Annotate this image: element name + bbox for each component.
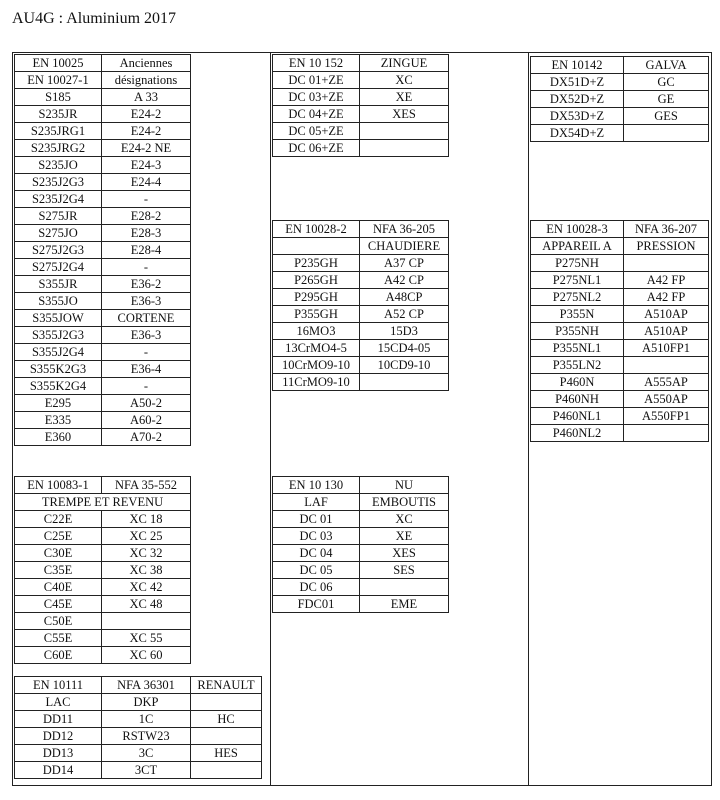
- table-row: [273, 562, 449, 579]
- table-row: [531, 425, 709, 442]
- table-row: [531, 125, 709, 142]
- table-cell: P275NH: [531, 255, 624, 272]
- table-cell: A48CP: [360, 289, 449, 306]
- table-cell: DD13: [15, 745, 102, 762]
- table-cell: -: [102, 378, 191, 395]
- table-cell: E360: [15, 429, 102, 446]
- table-cell: C35E: [15, 562, 102, 579]
- table-row: [531, 255, 709, 272]
- table-cell: A50-2: [102, 395, 191, 412]
- table-cell: P275NL2: [531, 289, 624, 306]
- table-row: [273, 221, 449, 238]
- table-row: [15, 511, 191, 528]
- table-row: [273, 494, 449, 511]
- table-row: [273, 340, 449, 357]
- table-cell: S235J2G4: [15, 191, 102, 208]
- table-cell: S235JRG2: [15, 140, 102, 157]
- table-row: [15, 630, 191, 647]
- table-cell: A70-2: [102, 429, 191, 446]
- table-row: [15, 259, 191, 276]
- table-cell: A510AP: [624, 306, 709, 323]
- column-divider: [528, 52, 529, 786]
- table-cell: DC 05+ZE: [273, 123, 360, 140]
- table-row: [15, 276, 191, 293]
- subheader-row: [15, 494, 191, 511]
- table-cell: SES: [360, 562, 449, 579]
- table-cell: S355K2G4: [15, 378, 102, 395]
- table-row: [15, 140, 191, 157]
- table-en10130: [272, 476, 449, 613]
- table-row: [15, 711, 262, 728]
- table-cell: EN 10142: [531, 57, 624, 74]
- table-cell: ZINGUE: [360, 55, 449, 72]
- table-row: [273, 289, 449, 306]
- table-row: [15, 647, 191, 664]
- table-cell: EME: [360, 596, 449, 613]
- table-row: [15, 677, 262, 694]
- table-cell: EN 10111: [15, 677, 102, 694]
- table-cell: DC 03+ZE: [273, 89, 360, 106]
- table-cell: S355JOW: [15, 310, 102, 327]
- table-cell: DD11: [15, 711, 102, 728]
- table-cell: E335: [15, 412, 102, 429]
- table-cell: Anciennes: [102, 55, 191, 72]
- table-cell: S235JRG1: [15, 123, 102, 140]
- table-cell: P355GH: [273, 306, 360, 323]
- table-en10083: [14, 476, 191, 664]
- table-row: [15, 106, 191, 123]
- table-row: [15, 310, 191, 327]
- table-row: [273, 238, 449, 255]
- table-cell: NU: [360, 477, 449, 494]
- table-row: [531, 357, 709, 374]
- table-cell: 10CD9-10: [360, 357, 449, 374]
- table-cell: A510AP: [624, 323, 709, 340]
- table-row: [273, 323, 449, 340]
- table-row: [273, 357, 449, 374]
- table-row: [273, 123, 449, 140]
- table-row: [531, 238, 709, 255]
- table-row: [15, 378, 191, 395]
- table-row: [273, 140, 449, 157]
- table-cell: XE: [360, 89, 449, 106]
- table-row: [15, 613, 191, 630]
- table-cell: NFA 36-207: [624, 221, 709, 238]
- table-cell: LAC: [15, 694, 102, 711]
- table-cell: EN 10 130: [273, 477, 360, 494]
- table-cell: [624, 425, 709, 442]
- table-cell: S185: [15, 89, 102, 106]
- table-cell: P460NH: [531, 391, 624, 408]
- table-row: [15, 89, 191, 106]
- table-cell: S355JR: [15, 276, 102, 293]
- table-cell: S275J2G4: [15, 259, 102, 276]
- table-cell: 3CT: [102, 762, 191, 779]
- table-cell: 10CrMO9-10: [273, 357, 360, 374]
- table-cell: GC: [624, 74, 709, 91]
- table-row: [15, 429, 191, 446]
- table-row: [531, 374, 709, 391]
- table-cell: E28-3: [102, 225, 191, 242]
- table-cell: A60-2: [102, 412, 191, 429]
- table-cell: C55E: [15, 630, 102, 647]
- table-cell: DD14: [15, 762, 102, 779]
- table-row: [531, 289, 709, 306]
- table-row: [273, 55, 449, 72]
- table-row: [531, 221, 709, 238]
- table-cell: S275J2G3: [15, 242, 102, 259]
- table-cell: RENAULT: [191, 677, 262, 694]
- table-cell: [360, 123, 449, 140]
- table-cell: E24-2 NE: [102, 140, 191, 157]
- table-cell: XC 25: [102, 528, 191, 545]
- table-cell: E36-2: [102, 276, 191, 293]
- table-cell: HC: [191, 711, 262, 728]
- table-cell: EN 10025: [15, 55, 102, 72]
- table-cell: E24-4: [102, 174, 191, 191]
- table-row: [15, 361, 191, 378]
- table-row: [15, 745, 262, 762]
- table-row: [15, 528, 191, 545]
- table-cell: 1C: [102, 711, 191, 728]
- table-cell: P355NL1: [531, 340, 624, 357]
- table-row: [15, 191, 191, 208]
- table-cell: E24-3: [102, 157, 191, 174]
- table-cell: [191, 762, 262, 779]
- table-cell: NFA 36-205: [360, 221, 449, 238]
- subheader-cell: TREMPE ET REVENU: [15, 494, 191, 511]
- table-cell: -: [102, 191, 191, 208]
- table-row: [15, 728, 262, 745]
- table-cell: E36-4: [102, 361, 191, 378]
- table-row: [531, 74, 709, 91]
- table-cell: P235GH: [273, 255, 360, 272]
- table-cell: DX54D+Z: [531, 125, 624, 142]
- table-cell: DC 06: [273, 579, 360, 596]
- table-cell: HES: [191, 745, 262, 762]
- table-cell: C22E: [15, 511, 102, 528]
- table-cell: A510FP1: [624, 340, 709, 357]
- table-row: [531, 57, 709, 74]
- table-cell: 15D3: [360, 323, 449, 340]
- table-cell: S355J2G4: [15, 344, 102, 361]
- table-row: [273, 596, 449, 613]
- header-row: [15, 477, 191, 494]
- header-cell: NFA 35-552: [102, 477, 191, 494]
- table-cell: S235JR: [15, 106, 102, 123]
- table-cell: 15CD4-05: [360, 340, 449, 357]
- table-row: [15, 344, 191, 361]
- table-cell: [624, 357, 709, 374]
- table-cell: C40E: [15, 579, 102, 596]
- table-cell: CORTENE: [102, 310, 191, 327]
- table-cell: DC 04: [273, 545, 360, 562]
- table-cell: -: [102, 259, 191, 276]
- table-cell: S275JO: [15, 225, 102, 242]
- table-cell: E295: [15, 395, 102, 412]
- table-row: [273, 528, 449, 545]
- table-row: [15, 762, 262, 779]
- table-cell: A550FP1: [624, 408, 709, 425]
- table-row: [15, 327, 191, 344]
- table-cell: P460NL1: [531, 408, 624, 425]
- table-row: [15, 225, 191, 242]
- table-cell: C30E: [15, 545, 102, 562]
- table-cell: S275JR: [15, 208, 102, 225]
- table-cell: [624, 255, 709, 272]
- table-row: [15, 596, 191, 613]
- table-cell: DX51D+Z: [531, 74, 624, 91]
- table-cell: EN 10 152: [273, 55, 360, 72]
- table-cell: DD12: [15, 728, 102, 745]
- table-cell: GALVA: [624, 57, 709, 74]
- table-cell: CHAUDIERE: [360, 238, 449, 255]
- table-cell: DKP: [102, 694, 191, 711]
- table-cell: XE: [360, 528, 449, 545]
- table-row: [273, 272, 449, 289]
- table-cell: DC 01: [273, 511, 360, 528]
- table-cell: P460NL2: [531, 425, 624, 442]
- table-cell: E36-3: [102, 327, 191, 344]
- table-row: [15, 562, 191, 579]
- table-cell: GES: [624, 108, 709, 125]
- table-cell: DC 03: [273, 528, 360, 545]
- table-row: [15, 694, 262, 711]
- table-row: [273, 579, 449, 596]
- table-cell: A42 CP: [360, 272, 449, 289]
- table-cell: C50E: [15, 613, 102, 630]
- table-cell: XC 42: [102, 579, 191, 596]
- table-cell: [624, 125, 709, 142]
- table-row: [531, 306, 709, 323]
- table-cell: XC 48: [102, 596, 191, 613]
- table-en10142: [530, 56, 709, 142]
- table-row: [15, 395, 191, 412]
- table-cell: XES: [360, 545, 449, 562]
- table-cell: 16MO3: [273, 323, 360, 340]
- table-cell: XES: [360, 106, 449, 123]
- table-cell: S355K2G3: [15, 361, 102, 378]
- table-cell: RSTW23: [102, 728, 191, 745]
- table-en10152: [272, 54, 449, 157]
- table-cell: P355NH: [531, 323, 624, 340]
- table-cell: E36-3: [102, 293, 191, 310]
- header-cell: EN 10083-1: [15, 477, 102, 494]
- table-cell: XC 38: [102, 562, 191, 579]
- table-cell: A550AP: [624, 391, 709, 408]
- table-row: [531, 323, 709, 340]
- table-row: [273, 545, 449, 562]
- table-cell: désignations: [102, 72, 191, 89]
- table-cell: XC: [360, 72, 449, 89]
- table-en10111: [14, 676, 262, 779]
- column-divider: [270, 52, 271, 786]
- table-cell: XC 60: [102, 647, 191, 664]
- table-en10028-3: [530, 220, 709, 442]
- table-cell: A42 FP: [624, 272, 709, 289]
- table-row: [273, 255, 449, 272]
- table-cell: P295GH: [273, 289, 360, 306]
- table-row: [273, 106, 449, 123]
- table-row: [531, 340, 709, 357]
- table-cell: A37 CP: [360, 255, 449, 272]
- table-row: [531, 391, 709, 408]
- table-cell: XC 55: [102, 630, 191, 647]
- table-row: [15, 157, 191, 174]
- table-cell: XC 18: [102, 511, 191, 528]
- table-cell: 13CrMO4-5: [273, 340, 360, 357]
- table-cell: [360, 374, 449, 391]
- table-cell: 3C: [102, 745, 191, 762]
- table-cell: DC 05: [273, 562, 360, 579]
- table-cell: EN 10028-2: [273, 221, 360, 238]
- table-row: [273, 72, 449, 89]
- table-cell: S355JO: [15, 293, 102, 310]
- table-cell: S235JO: [15, 157, 102, 174]
- table-row: [15, 545, 191, 562]
- table-cell: [102, 613, 191, 630]
- table-cell: GE: [624, 91, 709, 108]
- table-row: [273, 511, 449, 528]
- table-cell: S235J2G3: [15, 174, 102, 191]
- table-cell: E24-2: [102, 106, 191, 123]
- table-row: [273, 374, 449, 391]
- table-row: [15, 123, 191, 140]
- table-cell: C25E: [15, 528, 102, 545]
- table-row: [531, 108, 709, 125]
- table-row: [15, 242, 191, 259]
- table-cell: DX52D+Z: [531, 91, 624, 108]
- table-cell: A555AP: [624, 374, 709, 391]
- table-cell: DX53D+Z: [531, 108, 624, 125]
- table-cell: DC 06+ZE: [273, 140, 360, 157]
- table-cell: EMBOUTIS: [360, 494, 449, 511]
- table-cell: NFA 36301: [102, 677, 191, 694]
- table-row: [15, 55, 191, 72]
- table-cell: DC 01+ZE: [273, 72, 360, 89]
- table-row: [531, 272, 709, 289]
- table-cell: XC: [360, 511, 449, 528]
- table-cell: C60E: [15, 647, 102, 664]
- table-cell: XC 32: [102, 545, 191, 562]
- table-cell: -: [102, 344, 191, 361]
- table-row: [273, 477, 449, 494]
- table-row: [15, 579, 191, 596]
- table-row: [531, 91, 709, 108]
- table-row: [15, 174, 191, 191]
- table-row: [273, 89, 449, 106]
- table-cell: P460N: [531, 374, 624, 391]
- table-cell: P355N: [531, 306, 624, 323]
- table-cell: P355LN2: [531, 357, 624, 374]
- table-row: [273, 306, 449, 323]
- table-cell: S355J2G3: [15, 327, 102, 344]
- table-en10025: [14, 54, 191, 446]
- table-cell: E28-2: [102, 208, 191, 225]
- table-cell: EN 10027-1: [15, 72, 102, 89]
- table-cell: [360, 140, 449, 157]
- table-cell: P265GH: [273, 272, 360, 289]
- table-cell: LAF: [273, 494, 360, 511]
- table-cell: APPAREIL A: [531, 238, 624, 255]
- table-row: [15, 412, 191, 429]
- table-en10028-2: [272, 220, 449, 391]
- table-cell: PRESSION: [624, 238, 709, 255]
- table-row: [531, 408, 709, 425]
- table-cell: P275NL1: [531, 272, 624, 289]
- table-row: [15, 72, 191, 89]
- table-cell: A 33: [102, 89, 191, 106]
- page-title: AU4G : Aluminium 2017: [12, 10, 177, 27]
- table-cell: A52 CP: [360, 306, 449, 323]
- table-cell: [191, 728, 262, 745]
- table-cell: A42 FP: [624, 289, 709, 306]
- table-cell: C45E: [15, 596, 102, 613]
- table-cell: E28-4: [102, 242, 191, 259]
- table-cell: 11CrMO9-10: [273, 374, 360, 391]
- table-cell: EN 10028-3: [531, 221, 624, 238]
- table-row: [15, 293, 191, 310]
- table-cell: FDC01: [273, 596, 360, 613]
- table-cell: [273, 238, 360, 255]
- table-cell: E24-2: [102, 123, 191, 140]
- table-row: [15, 208, 191, 225]
- table-cell: [360, 579, 449, 596]
- table-cell: DC 04+ZE: [273, 106, 360, 123]
- table-cell: [191, 694, 262, 711]
